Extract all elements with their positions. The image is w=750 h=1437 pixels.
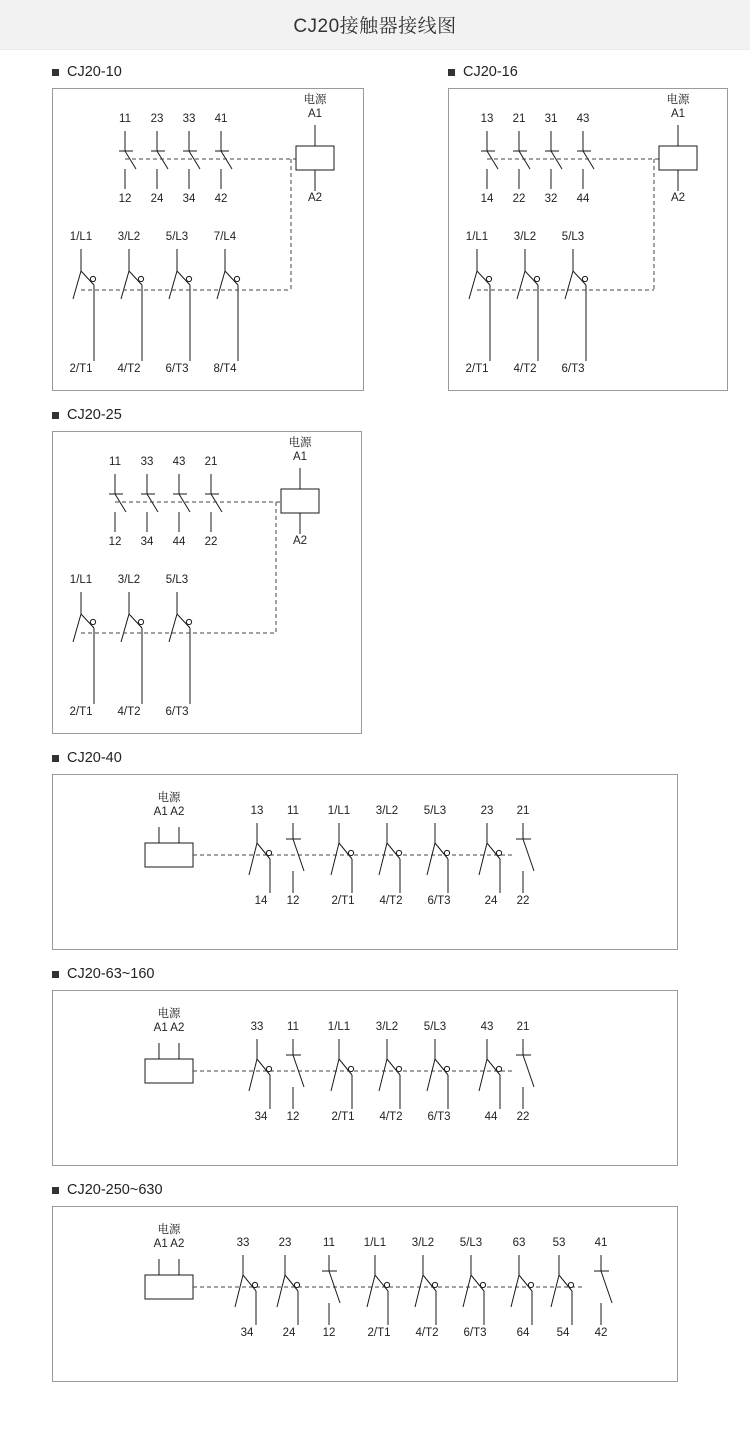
terminal-label: 5/L3 (459, 1237, 483, 1249)
terminal-label: 5/L3 (423, 805, 447, 817)
terminal-label: 41 (594, 1237, 608, 1249)
bullet-icon (448, 69, 455, 76)
terminal-label: 6/T3 (165, 706, 189, 718)
coil-terminal-a1: A1 (307, 108, 323, 120)
power-label: 电源 (288, 437, 312, 449)
section-label-cj20-25 (52, 407, 362, 423)
power-label: 电源 (303, 94, 327, 106)
bullet-icon (52, 971, 59, 978)
terminal-label: 13 (250, 805, 264, 817)
section-label-cj20-10 (52, 64, 420, 80)
terminal-label: 43 (480, 1021, 494, 1033)
terminal-label: 5/L3 (165, 231, 189, 243)
terminal-label: 23 (278, 1237, 292, 1249)
section-cj20-250-630 (52, 1182, 678, 1382)
diagram-content (0, 50, 750, 1402)
bullet-icon (52, 1187, 59, 1194)
terminal-label: 44 (484, 1111, 498, 1123)
terminal-label: 42 (594, 1327, 608, 1339)
diagram-box-cj20-16 (448, 88, 728, 391)
terminal-label: 34 (240, 1327, 254, 1339)
section-cj20-25 (52, 407, 362, 734)
coil-terminals: A1 A2 (153, 1238, 185, 1250)
schematic-cj20-25 (53, 432, 363, 735)
power-label: 电源 (666, 94, 690, 106)
diagram-row-1 (0, 64, 750, 407)
terminal-label: 3/L2 (117, 574, 141, 586)
terminal-label: 6/T3 (427, 895, 451, 907)
terminal-label: 11 (287, 805, 299, 817)
terminal-label: 1/L1 (327, 805, 351, 817)
terminal-label: 24 (484, 895, 498, 907)
terminal-label: 3/L2 (411, 1237, 435, 1249)
schematic-cj20-63-160 (53, 991, 679, 1167)
terminal-label: 22 (512, 193, 526, 205)
terminal-label: 2/T1 (331, 1111, 355, 1123)
section-label-cj20-40 (52, 750, 678, 766)
diagram-box-cj20-250-630 (52, 1206, 678, 1382)
terminal-label: 5/L3 (423, 1021, 447, 1033)
terminal-label: 44 (172, 536, 186, 548)
terminal-label: 2/T1 (367, 1327, 391, 1339)
terminal-label: 21 (204, 456, 218, 468)
terminal-label: 3/L2 (513, 231, 537, 243)
terminal-label: 1/L1 (69, 574, 93, 586)
coil-terminals: A1 A2 (153, 1022, 185, 1034)
terminal-label: 4/T2 (117, 706, 141, 718)
diagram-box-cj20-25 (52, 431, 362, 734)
bullet-icon (52, 412, 59, 419)
terminal-label: 1/L1 (69, 231, 93, 243)
terminal-label: 32 (544, 193, 558, 205)
section-title: CJ20-63~160 (67, 966, 155, 982)
terminal-label: 11 (287, 1021, 299, 1033)
section-cj20-63-160 (52, 966, 678, 1166)
terminal-label: 43 (172, 456, 186, 468)
page-header (0, 0, 750, 50)
terminal-label: 11 (119, 113, 131, 125)
terminal-label: 23 (150, 113, 164, 125)
schematic-cj20-16 (449, 89, 729, 392)
terminal-label: 3/L2 (375, 1021, 399, 1033)
terminal-label: 3/L2 (375, 805, 399, 817)
bullet-icon (52, 755, 59, 762)
terminal-label: 24 (282, 1327, 296, 1339)
terminal-label: 33 (182, 113, 196, 125)
terminal-label: 2/T1 (331, 895, 355, 907)
terminal-label: 53 (552, 1237, 566, 1249)
terminal-label: 22 (516, 1111, 530, 1123)
terminal-label: 1/L1 (327, 1021, 351, 1033)
page-title: CJ20接触器接线图 (293, 16, 457, 37)
terminal-label: 4/T2 (513, 363, 537, 375)
terminal-label: 44 (576, 193, 590, 205)
coil-terminal-a1: A1 (292, 451, 308, 463)
section-title: CJ20-16 (463, 64, 518, 80)
coil-terminal-a2: A2 (292, 535, 308, 547)
schematic-cj20-10 (53, 89, 365, 392)
terminal-label: 6/T3 (165, 363, 189, 375)
power-label: 电源 (157, 1008, 181, 1020)
coil-terminal-a2: A2 (670, 192, 686, 204)
terminal-label: 11 (109, 456, 121, 468)
terminal-label: 4/T2 (117, 363, 141, 375)
terminal-label: 22 (204, 536, 218, 548)
terminal-label: 13 (480, 113, 494, 125)
terminal-label: 4/T2 (415, 1327, 439, 1339)
terminal-label: 6/T3 (427, 1111, 451, 1123)
terminal-label: 64 (516, 1327, 530, 1339)
terminal-label: 2/T1 (465, 363, 489, 375)
terminal-label: 21 (516, 805, 530, 817)
terminal-label: 23 (480, 805, 494, 817)
terminal-label: 12 (286, 895, 300, 907)
schematic-cj20-40 (53, 775, 679, 951)
terminal-label: 1/L1 (363, 1237, 387, 1249)
coil-terminal-a2: A2 (307, 192, 323, 204)
diagram-box-cj20-63-160 (52, 990, 678, 1166)
terminal-label: 2/T1 (69, 706, 93, 718)
section-cj20-16 (448, 64, 728, 391)
coil-terminals: A1 A2 (153, 806, 185, 818)
bullet-icon (52, 69, 59, 76)
terminal-label: 8/T4 (213, 363, 237, 375)
power-label: 电源 (157, 1224, 181, 1236)
terminal-label: 34 (140, 536, 154, 548)
section-title: CJ20-10 (67, 64, 122, 80)
coil-terminal-a1: A1 (670, 108, 686, 120)
terminal-label: 22 (516, 895, 530, 907)
terminal-label: 14 (480, 193, 494, 205)
terminal-label: 33 (236, 1237, 250, 1249)
terminal-label: 63 (512, 1237, 526, 1249)
terminal-label: 31 (544, 113, 558, 125)
terminal-label: 6/T3 (561, 363, 585, 375)
terminal-label: 5/L3 (561, 231, 585, 243)
terminal-label: 2/T1 (69, 363, 93, 375)
section-title: CJ20-250~630 (67, 1182, 163, 1198)
terminal-label: 34 (254, 1111, 268, 1123)
terminal-label: 43 (576, 113, 590, 125)
terminal-label: 12 (286, 1111, 300, 1123)
terminal-label: 4/T2 (379, 895, 403, 907)
terminal-label: 6/T3 (463, 1327, 487, 1339)
section-title: CJ20-40 (67, 750, 122, 766)
terminal-label: 3/L2 (117, 231, 141, 243)
power-label: 电源 (157, 792, 181, 804)
section-title: CJ20-25 (67, 407, 122, 423)
terminal-label: 41 (214, 113, 228, 125)
terminal-label: 11 (323, 1237, 335, 1249)
schematic-cj20-250-630 (53, 1207, 679, 1383)
section-label-cj20-250-630 (52, 1182, 678, 1198)
section-label-cj20-16 (448, 64, 728, 80)
terminal-label: 5/L3 (165, 574, 189, 586)
terminal-label: 21 (516, 1021, 530, 1033)
section-label-cj20-63-160 (52, 966, 678, 982)
diagram-box-cj20-10 (52, 88, 364, 391)
terminal-label: 42 (214, 193, 228, 205)
terminal-label: 33 (250, 1021, 264, 1033)
terminal-label: 1/L1 (465, 231, 489, 243)
terminal-label: 21 (512, 113, 526, 125)
diagram-box-cj20-40 (52, 774, 678, 950)
terminal-label: 54 (556, 1327, 570, 1339)
terminal-label: 4/T2 (379, 1111, 403, 1123)
terminal-label: 33 (140, 456, 154, 468)
terminal-label: 14 (254, 895, 268, 907)
terminal-label: 34 (182, 193, 196, 205)
section-cj20-10 (52, 64, 420, 391)
terminal-label: 7/L4 (213, 231, 237, 243)
terminal-label: 12 (322, 1327, 336, 1339)
terminal-label: 24 (150, 193, 164, 205)
section-cj20-40 (52, 750, 678, 950)
terminal-label: 12 (108, 536, 122, 548)
terminal-label: 12 (118, 193, 132, 205)
